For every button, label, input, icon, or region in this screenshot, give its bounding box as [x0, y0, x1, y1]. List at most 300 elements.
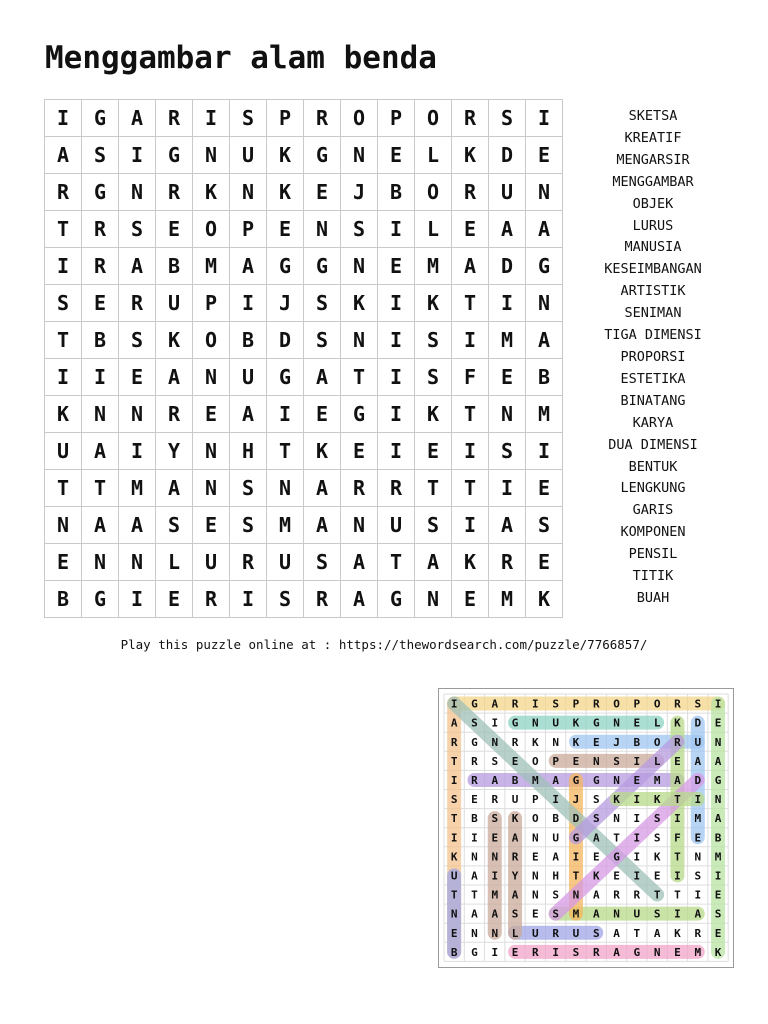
grid-cell[interactable]: R: [452, 174, 489, 211]
solution-cell-letter: O: [532, 754, 539, 768]
grid-cell[interactable]: G: [82, 100, 119, 137]
grid-cell[interactable]: A: [341, 581, 378, 618]
grid-cell[interactable]: I: [378, 322, 415, 359]
grid-cell[interactable]: E: [341, 433, 378, 470]
grid-cell[interactable]: A: [230, 396, 267, 433]
grid-cell[interactable]: R: [304, 581, 341, 618]
solution-cell-letter: E: [714, 888, 722, 902]
grid-cell[interactable]: A: [119, 100, 156, 137]
grid-cell[interactable]: E: [452, 211, 489, 248]
solution-cell-letter: S: [592, 926, 600, 940]
grid-cell[interactable]: N: [119, 396, 156, 433]
grid-cell[interactable]: A: [119, 507, 156, 544]
grid-cell[interactable]: S: [45, 285, 82, 322]
solution-cell-letter: I: [450, 831, 458, 845]
grid-cell[interactable]: I: [45, 248, 82, 285]
solution-cell-letter: A: [714, 812, 722, 826]
solution-cell-letter: N: [552, 735, 559, 749]
solution-cell-letter: A: [552, 850, 559, 864]
grid-cell[interactable]: A: [156, 470, 193, 507]
grid-cell[interactable]: F: [452, 359, 489, 396]
grid-cell[interactable]: K: [45, 396, 82, 433]
grid-cell[interactable]: L: [415, 211, 452, 248]
grid-cell[interactable]: I: [267, 396, 304, 433]
grid-cell[interactable]: N: [193, 433, 230, 470]
grid-cell[interactable]: O: [341, 100, 378, 137]
solution-cell-letter: R: [694, 926, 702, 940]
solution-cell-letter: N: [714, 735, 722, 749]
grid-cell[interactable]: P: [378, 100, 415, 137]
solution-cell-letter: N: [613, 812, 620, 826]
grid-cell[interactable]: L: [156, 544, 193, 581]
grid-cell[interactable]: B: [45, 581, 82, 618]
grid-cell[interactable]: A: [341, 544, 378, 581]
grid-cell[interactable]: O: [415, 100, 452, 137]
solution-cell-letter: A: [613, 926, 620, 940]
solution-cell-letter: R: [532, 945, 539, 959]
solution-cell-letter: R: [633, 888, 641, 902]
grid-cell[interactable]: S: [82, 137, 119, 174]
grid-cell[interactable]: M: [193, 248, 230, 285]
grid-cell[interactable]: M: [489, 322, 526, 359]
grid-cell[interactable]: A: [82, 507, 119, 544]
grid-cell[interactable]: S: [415, 359, 452, 396]
solution-cell-letter: I: [491, 716, 499, 730]
grid-cell[interactable]: S: [230, 100, 267, 137]
solution-cell-letter: S: [552, 697, 559, 711]
grid-cell[interactable]: N: [193, 137, 230, 174]
grid-cell[interactable]: E: [489, 359, 526, 396]
grid-cell[interactable]: N: [82, 544, 119, 581]
grid-cell[interactable]: N: [230, 174, 267, 211]
solution-cell-letter: G: [592, 716, 600, 730]
solution-cell-letter: I: [714, 869, 722, 883]
solution-cell-letter: S: [491, 754, 499, 768]
grid-cell[interactable]: U: [230, 137, 267, 174]
solution-cell-letter: S: [653, 812, 661, 826]
grid-cell[interactable]: E: [156, 211, 193, 248]
solution-cell-letter: S: [613, 754, 620, 768]
grid-cell[interactable]: K: [341, 285, 378, 322]
solution-cell-letter: N: [532, 869, 539, 883]
word-list: [588, 106, 718, 610]
grid-cell[interactable]: K: [156, 322, 193, 359]
grid-cell[interactable]: A: [119, 248, 156, 285]
grid-cell[interactable]: B: [82, 322, 119, 359]
solution-cell-letter: A: [592, 907, 600, 921]
grid-cell[interactable]: I: [119, 433, 156, 470]
solution-cell-letter: B: [471, 812, 478, 826]
grid-cell[interactable]: N: [304, 211, 341, 248]
grid-cell[interactable]: R: [156, 174, 193, 211]
grid-cell[interactable]: A: [156, 359, 193, 396]
grid-cell[interactable]: I: [378, 285, 415, 322]
grid-cell[interactable]: A: [304, 359, 341, 396]
grid-cell[interactable]: K: [415, 396, 452, 433]
grid-cell[interactable]: E: [378, 137, 415, 174]
solution-cell-letter: D: [572, 812, 580, 826]
grid-cell[interactable]: R: [193, 581, 230, 618]
word-list-item: PENSIL: [628, 546, 678, 563]
solution-cell-letter: N: [532, 716, 539, 730]
solution-cell-letter: A: [592, 831, 600, 845]
solution-cell-letter: I: [552, 945, 559, 959]
solution-cell-letter: K: [511, 812, 519, 826]
word-list-item: KESEIMBANGAN: [604, 261, 702, 278]
grid-cell[interactable]: I: [193, 100, 230, 137]
grid-cell[interactable]: R: [304, 100, 341, 137]
grid-cell[interactable]: T: [45, 322, 82, 359]
grid-cell[interactable]: M: [526, 396, 563, 433]
grid-cell[interactable]: E: [526, 470, 563, 507]
grid-cell[interactable]: J: [267, 285, 304, 322]
solution-cell-letter: U: [552, 716, 559, 730]
grid-cell[interactable]: A: [304, 470, 341, 507]
solution-cell-letter: G: [572, 831, 580, 845]
grid-cell[interactable]: N: [526, 174, 563, 211]
word-list-item: PROPORSI: [620, 348, 686, 365]
grid-cell[interactable]: U: [230, 359, 267, 396]
grid-cell[interactable]: T: [45, 211, 82, 248]
grid-cell[interactable]: S: [156, 507, 193, 544]
solution-cell-letter: J: [572, 793, 580, 807]
grid-cell[interactable]: S: [230, 507, 267, 544]
solution-cell-letter: I: [633, 831, 641, 845]
grid-cell[interactable]: E: [119, 359, 156, 396]
solution-cell-letter: B: [450, 945, 458, 959]
grid-cell[interactable]: T: [452, 470, 489, 507]
grid-cell[interactable]: E: [452, 581, 489, 618]
grid-cell[interactable]: T: [267, 433, 304, 470]
solution-cell-letter: E: [450, 926, 458, 940]
solution-cell-letter: S: [572, 945, 580, 959]
grid-cell[interactable]: R: [489, 544, 526, 581]
solution-cell-letter: K: [674, 926, 681, 940]
solution-cell-letter: S: [491, 812, 499, 826]
grid-cell[interactable]: I: [526, 100, 563, 137]
grid-cell[interactable]: T: [378, 544, 415, 581]
grid-cell[interactable]: R: [119, 285, 156, 322]
solution-cell-letter: N: [471, 850, 478, 864]
grid-cell[interactable]: S: [304, 544, 341, 581]
solution-cell-letter: E: [471, 793, 478, 807]
solution-cell-letter: R: [511, 697, 519, 711]
grid-cell[interactable]: I: [378, 211, 415, 248]
solution-cell-letter: S: [592, 793, 600, 807]
solution-cell-letter: N: [592, 754, 600, 768]
grid-cell[interactable]: S: [341, 211, 378, 248]
grid-cell[interactable]: R: [230, 544, 267, 581]
grid-cell[interactable]: L: [415, 137, 452, 174]
solution-cell-letter: N: [450, 907, 458, 921]
solution-cell-letter: U: [572, 926, 580, 940]
solution-cell-letter: U: [552, 831, 559, 845]
solution-cell-letter: E: [572, 754, 580, 768]
grid-cell[interactable]: I: [82, 359, 119, 396]
solution-cell-letter: E: [714, 716, 722, 730]
grid-cell[interactable]: K: [415, 285, 452, 322]
grid-cell[interactable]: I: [378, 396, 415, 433]
grid-cell[interactable]: A: [304, 507, 341, 544]
grid-cell[interactable]: T: [452, 285, 489, 322]
word-list-item: BUAH: [636, 589, 670, 606]
grid-cell[interactable]: N: [193, 359, 230, 396]
grid-cell[interactable]: N: [489, 396, 526, 433]
word-list-item: BINATANG: [620, 392, 686, 409]
solution-cell-letter: S: [653, 907, 661, 921]
grid-cell[interactable]: G: [341, 396, 378, 433]
grid-cell[interactable]: S: [415, 507, 452, 544]
grid-cell[interactable]: S: [304, 322, 341, 359]
grid-cell[interactable]: K: [526, 581, 563, 618]
solution-cell-letter: K: [450, 850, 458, 864]
grid-cell[interactable]: R: [82, 211, 119, 248]
solution-cell-letter: A: [511, 831, 519, 845]
grid-cell[interactable]: U: [156, 285, 193, 322]
grid-cell[interactable]: M: [267, 507, 304, 544]
grid-cell[interactable]: B: [378, 174, 415, 211]
solution-cell-letter: H: [552, 869, 559, 883]
grid-cell[interactable]: A: [489, 507, 526, 544]
grid-cell[interactable]: K: [193, 174, 230, 211]
solution-cell-letter: E: [491, 831, 499, 845]
grid-cell[interactable]: I: [119, 137, 156, 174]
grid-cell[interactable]: D: [489, 137, 526, 174]
solution-cell-letter: D: [694, 773, 702, 787]
grid-cell[interactable]: E: [45, 544, 82, 581]
solution-cell-letter: G: [471, 697, 478, 711]
grid-cell[interactable]: R: [156, 100, 193, 137]
grid-cell[interactable]: M: [415, 248, 452, 285]
grid-cell[interactable]: S: [304, 285, 341, 322]
grid-cell[interactable]: A: [489, 211, 526, 248]
grid-cell[interactable]: N: [341, 507, 378, 544]
grid-cell[interactable]: G: [304, 137, 341, 174]
word-list-item: MENGARSIR: [616, 151, 690, 168]
grid-cell[interactable]: E: [304, 174, 341, 211]
solution-cell-letter: O: [613, 697, 620, 711]
grid-cell[interactable]: N: [45, 507, 82, 544]
solution-cell-letter: K: [653, 850, 661, 864]
grid-cell[interactable]: I: [45, 359, 82, 396]
grid-cell[interactable]: U: [45, 433, 82, 470]
grid-cell[interactable]: A: [452, 248, 489, 285]
grid-cell[interactable]: P: [193, 285, 230, 322]
solution-cell-letter: E: [694, 831, 702, 845]
grid-cell[interactable]: T: [45, 470, 82, 507]
solution-cell-letter: R: [491, 793, 499, 807]
solution-cell-letter: R: [613, 888, 620, 902]
grid-cell[interactable]: E: [267, 211, 304, 248]
grid-cell[interactable]: S: [489, 100, 526, 137]
grid-cell[interactable]: T: [415, 470, 452, 507]
grid-cell[interactable]: N: [119, 544, 156, 581]
grid-cell[interactable]: G: [82, 174, 119, 211]
grid-cell[interactable]: S: [267, 581, 304, 618]
word-list-item: ARTISTIK: [620, 283, 686, 300]
grid-cell[interactable]: G: [526, 248, 563, 285]
grid-cell[interactable]: N: [193, 470, 230, 507]
grid-cell[interactable]: N: [415, 581, 452, 618]
grid-cell[interactable]: N: [341, 322, 378, 359]
solution-cell-letter: A: [471, 907, 478, 921]
word-list-item: GARIS: [632, 502, 674, 519]
grid-cell[interactable]: U: [489, 174, 526, 211]
grid-cell[interactable]: E: [526, 137, 563, 174]
solution-cell-letter: I: [674, 869, 681, 883]
grid-cell[interactable]: R: [378, 470, 415, 507]
grid-cell[interactable]: K: [452, 137, 489, 174]
grid-cell[interactable]: R: [156, 396, 193, 433]
grid-cell[interactable]: K: [267, 174, 304, 211]
grid-cell[interactable]: A: [526, 322, 563, 359]
word-list-item: SENIMAN: [624, 305, 682, 322]
grid-cell[interactable]: I: [45, 100, 82, 137]
solution-cell-letter: N: [471, 926, 478, 940]
solution-cell-letter: U: [511, 793, 519, 807]
grid-cell[interactable]: H: [230, 433, 267, 470]
grid-cell[interactable]: R: [82, 248, 119, 285]
solution-cell-letter: E: [714, 926, 722, 940]
grid-cell[interactable]: I: [489, 470, 526, 507]
solution-cell-letter: A: [694, 907, 702, 921]
solution-cell-letter: E: [532, 907, 539, 921]
grid-cell[interactable]: G: [82, 581, 119, 618]
grid-cell[interactable]: A: [82, 433, 119, 470]
solution-cell-letter: T: [450, 812, 458, 826]
grid-cell[interactable]: R: [341, 470, 378, 507]
grid-cell[interactable]: N: [341, 137, 378, 174]
grid-cell[interactable]: E: [378, 248, 415, 285]
footer-link-text[interactable]: Play this puzzle online at : https://thewordsearch.com/puzzle/7766857/: [120, 637, 648, 652]
grid-cell[interactable]: D: [489, 248, 526, 285]
grid-cell[interactable]: E: [415, 433, 452, 470]
grid-cell[interactable]: E: [82, 285, 119, 322]
solution-cell-letter: Y: [511, 869, 519, 883]
grid-cell[interactable]: I: [230, 285, 267, 322]
grid-cell[interactable]: O: [193, 211, 230, 248]
solution-cell-letter: N: [714, 793, 722, 807]
grid-cell[interactable]: G: [267, 248, 304, 285]
grid-cell[interactable]: N: [82, 396, 119, 433]
grid-cell[interactable]: U: [193, 544, 230, 581]
grid-cell[interactable]: R: [452, 100, 489, 137]
grid-cell[interactable]: A: [45, 137, 82, 174]
grid-cell[interactable]: E: [193, 507, 230, 544]
solution-cell-letter: P: [552, 754, 559, 768]
grid-cell[interactable]: I: [489, 285, 526, 322]
solution-cell-letter: K: [613, 793, 620, 807]
grid-cell[interactable]: S: [489, 433, 526, 470]
grid-cell[interactable]: B: [526, 359, 563, 396]
grid-cell[interactable]: U: [267, 544, 304, 581]
grid-cell[interactable]: T: [82, 470, 119, 507]
grid-cell[interactable]: R: [45, 174, 82, 211]
grid-cell[interactable]: E: [193, 396, 230, 433]
grid-cell[interactable]: O: [415, 174, 452, 211]
grid-cell[interactable]: I: [452, 322, 489, 359]
solution-cell-letter: B: [552, 812, 559, 826]
grid-cell[interactable]: N: [267, 470, 304, 507]
solution-cell-letter: E: [674, 945, 681, 959]
grid-cell[interactable]: K: [452, 544, 489, 581]
solution-cell-letter: R: [471, 773, 478, 787]
grid-cell[interactable]: B: [230, 322, 267, 359]
word-list-item: KREATIF: [624, 129, 682, 146]
grid-cell[interactable]: N: [526, 285, 563, 322]
solution-cell-letter: I: [694, 888, 702, 902]
grid-cell[interactable]: G: [156, 137, 193, 174]
solution-grid: [438, 688, 734, 968]
solution-cell-letter: I: [694, 793, 702, 807]
solution-cell-letter: A: [552, 773, 559, 787]
puzzle-grid[interactable]: [44, 99, 563, 618]
grid-cell[interactable]: M: [119, 470, 156, 507]
grid-cell[interactable]: T: [452, 396, 489, 433]
grid-cell[interactable]: I: [452, 507, 489, 544]
grid-cell[interactable]: A: [415, 544, 452, 581]
grid-cell[interactable]: A: [230, 248, 267, 285]
grid-cell[interactable]: P: [230, 211, 267, 248]
grid-cell[interactable]: S: [119, 211, 156, 248]
grid-cell[interactable]: I: [230, 581, 267, 618]
solution-cell-letter: M: [694, 945, 702, 959]
solution-cell-letter: G: [633, 945, 641, 959]
grid-cell[interactable]: G: [267, 359, 304, 396]
solution-cell-letter: K: [714, 945, 722, 959]
grid-cell[interactable]: E: [304, 396, 341, 433]
grid-cell[interactable]: Y: [156, 433, 193, 470]
grid-cell[interactable]: N: [119, 174, 156, 211]
word-list-item: OBJEK: [632, 195, 674, 212]
grid-cell[interactable]: I: [526, 433, 563, 470]
solution-cell-letter: R: [552, 926, 559, 940]
grid-cell[interactable]: B: [156, 248, 193, 285]
solution-cell-letter: R: [471, 754, 478, 768]
grid-cell[interactable]: A: [526, 211, 563, 248]
grid-cell[interactable]: S: [415, 322, 452, 359]
solution-cell-letter: A: [592, 888, 600, 902]
grid-cell[interactable]: S: [119, 322, 156, 359]
grid-cell[interactable]: I: [119, 581, 156, 618]
grid-cell[interactable]: I: [378, 359, 415, 396]
grid-cell[interactable]: S: [230, 470, 267, 507]
solution-cell-letter: N: [694, 850, 702, 864]
grid-cell[interactable]: N: [341, 248, 378, 285]
grid-cell[interactable]: M: [489, 581, 526, 618]
grid-cell[interactable]: E: [526, 544, 563, 581]
grid-cell[interactable]: D: [267, 322, 304, 359]
word-list-item: DUA DIMENSI: [608, 436, 698, 453]
grid-cell[interactable]: K: [267, 137, 304, 174]
grid-cell[interactable]: J: [341, 174, 378, 211]
grid-cell[interactable]: S: [526, 507, 563, 544]
grid-cell[interactable]: T: [341, 359, 378, 396]
grid-cell[interactable]: P: [267, 100, 304, 137]
grid-cell[interactable]: I: [378, 433, 415, 470]
grid-cell[interactable]: O: [193, 322, 230, 359]
solution-cell-letter: M: [532, 773, 539, 787]
grid-cell[interactable]: K: [304, 433, 341, 470]
grid-cell[interactable]: G: [304, 248, 341, 285]
solution-cell-letter: A: [471, 869, 478, 883]
grid-cell[interactable]: G: [378, 581, 415, 618]
grid-cell[interactable]: E: [156, 581, 193, 618]
word-list-item: MANUSIA: [624, 239, 682, 256]
grid-cell[interactable]: I: [452, 433, 489, 470]
grid-cell[interactable]: U: [378, 507, 415, 544]
solution-cell-letter: E: [653, 869, 661, 883]
